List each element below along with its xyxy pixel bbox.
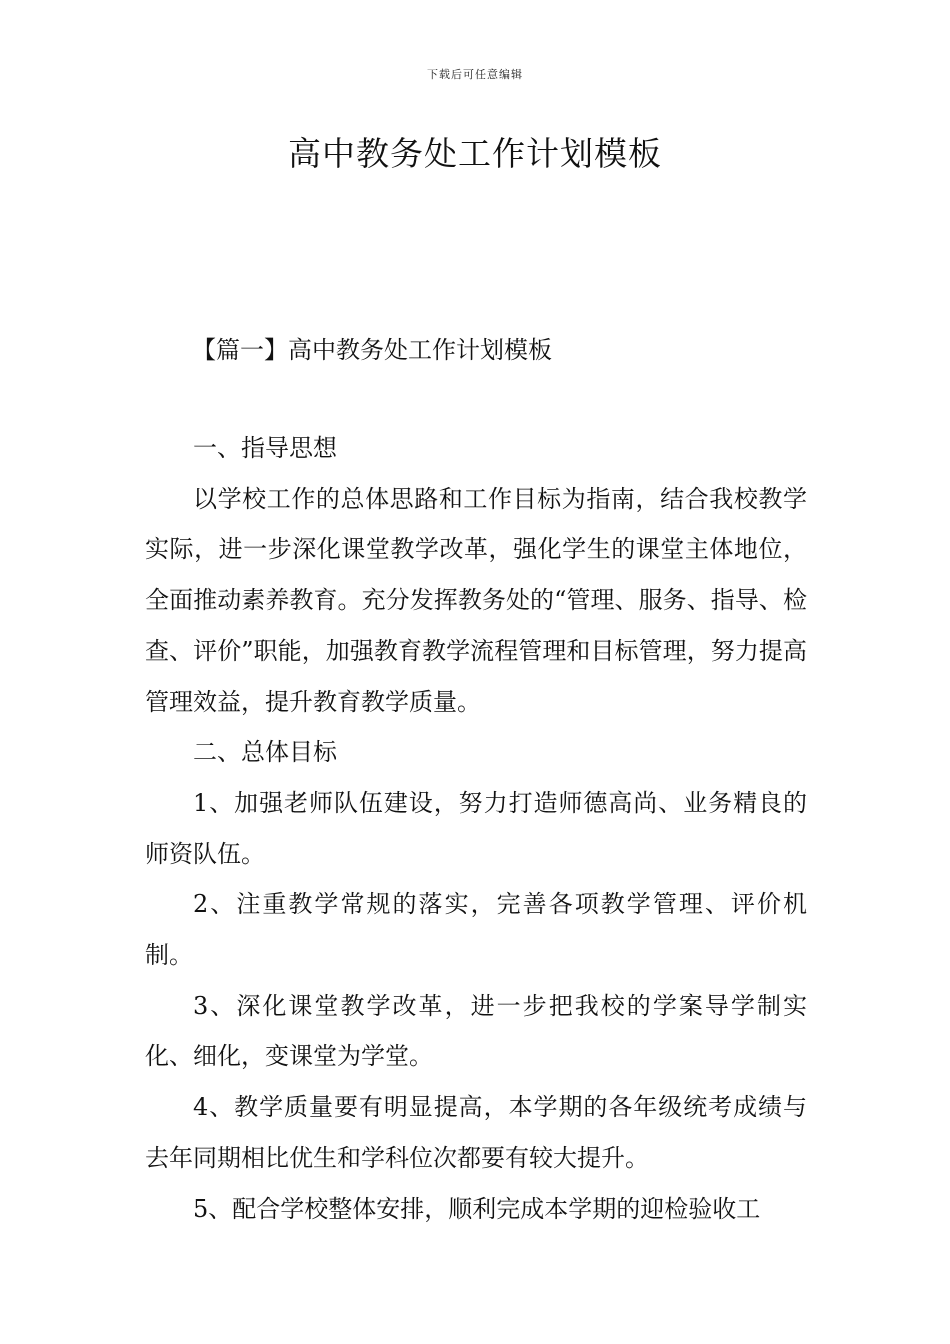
paragraph-guiding-ideology: 以学校工作的总体思路和工作目标为指南，结合我校教学实际，进一步深化课堂教学改革，强化学生的课堂主体地位，全面推动素养教育。充分发挥教务处的“管理、服务、指导、检查、评价”职能，加强教育教学流程管理和目标管理，努力提高管理效益，提升教育教学质量。 — [145, 484, 807, 716]
document-title: 高中教务处工作计划模板 — [288, 134, 662, 173]
heading-overall-goals: 二、总体目标 — [193, 738, 337, 767]
header-note: 下载后可任意编辑 — [427, 68, 523, 81]
goal-item-3: 3、深化课堂教学改革，进一步把我校的学案导学制实化、细化，变课堂为学堂。 — [145, 991, 807, 1071]
goal-item-4: 4、教学质量要有明显提高，本学期的各年级统考成绩与去年同期相比优生和学科位次都要有较大提升。 — [145, 1093, 807, 1172]
goal-item-5: 5、配合学校整体安排，顺利完成本学期的迎检验收工 — [193, 1194, 761, 1223]
goal-item-2: 2、注重教学常规的落实，完善各项教学管理、评价机制。 — [145, 890, 807, 970]
goal-item-1: 1、加强老师队伍建设，努力打造师德高尚、业务精良的师资队伍。 — [145, 788, 807, 868]
section-title: 【篇一】高中教务处工作计划模板 — [192, 336, 552, 364]
heading-guiding-ideology: 一、指导思想 — [193, 434, 337, 462]
document-body — [145, 423, 807, 1234]
